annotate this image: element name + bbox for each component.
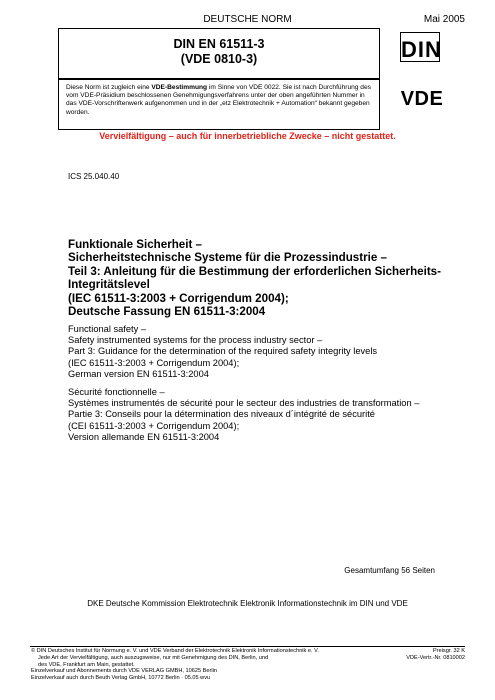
- vde-order-number: VDE-Vertr.-Nr. 0810002: [406, 654, 465, 661]
- footer-line: Einzelverkauf auch durch Beuth Verlag GmbH, 10772 Berlin · 05.05 wvu: [31, 675, 211, 682]
- dke-committee: DKE Deutsche Kommission Elektrotechnik Elektronik Informationstechnik im DIN und VDE: [87, 599, 408, 608]
- din-logo-frame: [400, 32, 440, 62]
- german-title-line: Integritätslevel: [68, 278, 150, 292]
- vde-notice-box: [58, 78, 380, 130]
- footer-line: Jede Art der Vervielfältigung, auch auszugsweise, nur mit Genehmigung des DIN, Berlin, und: [38, 654, 269, 661]
- french-title-line: Version allemande EN 61511-3:2004: [68, 431, 220, 442]
- standard-number: DIN EN 61511-3: [173, 37, 265, 51]
- german-title-line: Deutsche Fassung EN 61511-3:2004: [68, 305, 266, 319]
- footer-divider: [30, 646, 465, 647]
- english-title-line: (IEC 61511-3:2003 + Corrigendum 2004);: [68, 357, 240, 368]
- copyright-footer: [31, 648, 371, 682]
- footer-line: © DIN Deutsches Institut für Normung e. V. und VDE Verband der Elektrotechnik Elektronik Informationstechnik e. V.: [31, 648, 319, 654]
- price-footer: [375, 648, 465, 662]
- german-title-line: Sicherheitstechnische Systeme für die Prozessindustrie –: [68, 251, 387, 265]
- french-title: [68, 387, 468, 443]
- german-title-line: (IEC 61511-3:2003 + Corrigendum 2004);: [68, 291, 289, 305]
- english-title-line: Functional safety –: [68, 324, 147, 334]
- vde-logo: VDE: [400, 88, 444, 110]
- german-title-line: Funktionale Sicherheit –: [68, 238, 203, 251]
- english-title-line: Safety instrumented systems for the process industry sector –: [68, 335, 323, 346]
- french-title-line: (CEI 61511-3:2003 + Corrigendum 2004);: [68, 420, 240, 431]
- german-title-line: Teil 3: Anleitung für die Bestimmung der erforderlichen Sicherheits-: [68, 264, 441, 278]
- english-title: [68, 324, 458, 380]
- total-pages: Gesamtumfang 56 Seiten: [344, 566, 435, 575]
- din-logo-text: DIN: [401, 37, 442, 62]
- vde-classification: (VDE 0810-3): [180, 52, 258, 66]
- header-norm-label: DEUTSCHE NORM: [203, 14, 292, 25]
- footer-line: des VDE, Frankfurt am Main, gestattet.: [38, 661, 135, 668]
- din-logo: [396, 28, 444, 66]
- german-title: [68, 238, 448, 318]
- ics-code: ICS 25.040.40: [68, 172, 120, 181]
- french-title-line: Sécurité fonctionnelle –: [68, 387, 165, 397]
- english-title-line: Part 3: Guidance for the determination of the required safety integrity levels: [68, 346, 378, 357]
- reproduction-notice: Vervielfältigung – auch für innerbetriebliche Zwecke – nicht gestattet.: [99, 131, 396, 141]
- footer-line: Einzelverkauf und Abonnements durch VDE VERLAG GMBH, 10625 Berlin: [31, 668, 217, 675]
- french-title-line: Partie 3: Conseils pour la détermination des niveaux d´intégrité de sécurité: [68, 409, 375, 420]
- vde-notice-text: Diese Norm ist zugleich eine VDE-Bestimmung im Sinne von VDE 0022. Sie ist nach Durchführung des vom VDE-Präsidium beschlossenen Genehmigungsverfahrens unter der oben angeführten Nummer in das VDE-Vorschriftenwerk aufgenommen und in der „etz Elektrotechnik + Automation“ bekannt gegeben worden.: [66, 84, 371, 116]
- french-title-line: Systèmes instrumentés de sécurité pour le secteur des industries de transformation –: [68, 398, 420, 409]
- standard-number-box: [58, 28, 380, 80]
- header-date: Mai 2005: [423, 14, 465, 25]
- price-group: Preisgr. 32 K: [432, 648, 465, 654]
- english-title-line: German version EN 61511-3:2004: [68, 368, 209, 379]
